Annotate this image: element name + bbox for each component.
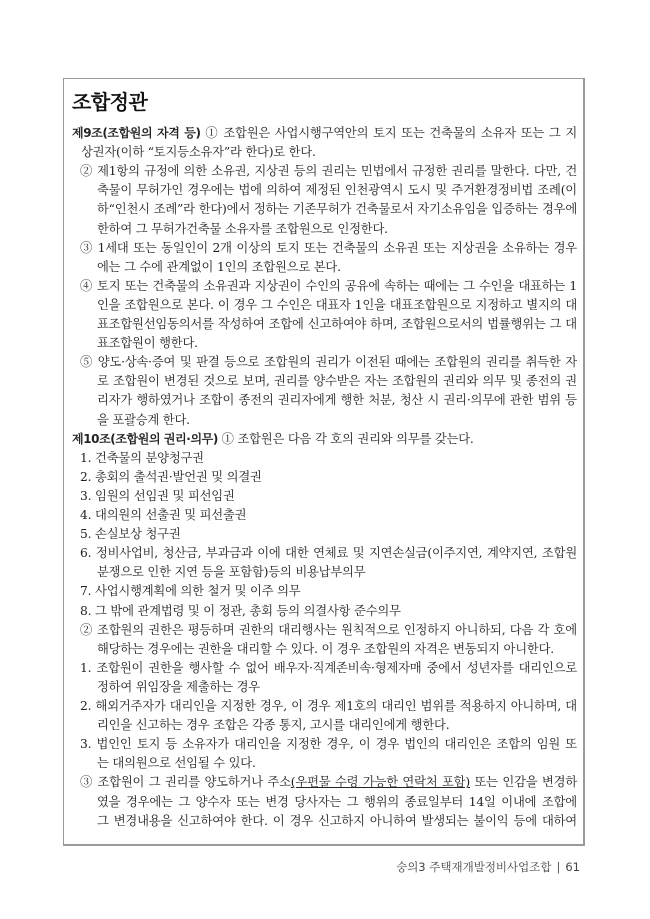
text-line bbox=[97, 563, 365, 582]
text-line bbox=[97, 812, 577, 831]
text-line bbox=[80, 277, 577, 296]
text-line bbox=[97, 315, 577, 334]
line-text: 에는 그 수에 관계없이 1인의 조합원으로 본다. bbox=[97, 259, 341, 274]
text-line bbox=[97, 372, 577, 391]
line-text: 한하여 그 무허가건축물 소유자를 조합원으로 인정한다. bbox=[97, 221, 388, 236]
text-line bbox=[80, 162, 577, 181]
text-line bbox=[97, 220, 388, 239]
article-heading: 제10조(조합원의 권리·의무) bbox=[72, 431, 218, 446]
text-line bbox=[97, 200, 577, 219]
line-text: 표조합원선임동의서를 작성하여 조합에 신고하여야 하며, 조합원으로서의 법률행위는 그 대 bbox=[97, 317, 577, 331]
line-text: ② 조합원의 권한은 평등하며 권한의 대리행사는 원칙적으로 인정하지 아니하되, 다음 각 호에 bbox=[80, 622, 577, 637]
line-text: 상권자(이하 “토지등소유자”라 한다)로 한다. bbox=[81, 145, 316, 160]
article-heading: 제9조(조합원의 자격 등) bbox=[72, 126, 201, 140]
underlined-text: (우편물 수령 가능한 연락처 포함) bbox=[290, 775, 470, 790]
text-line bbox=[80, 773, 577, 792]
line-text: 3. 임원의 선임권 및 피선임권 bbox=[80, 488, 235, 503]
line-text: 7. 사업시행계획에 의한 철거 및 이주 의무 bbox=[80, 584, 301, 599]
line-text: 정하여 위임장을 제출하는 경우 bbox=[97, 679, 260, 694]
text-line bbox=[97, 754, 256, 773]
text-line bbox=[80, 525, 181, 544]
text-line bbox=[80, 697, 577, 716]
text-line bbox=[97, 716, 449, 735]
text-line bbox=[80, 239, 577, 258]
line-text: ① 조합원은 사업시행구역안의 토지 또는 건축물의 소유자 또는 그 지 bbox=[200, 126, 578, 140]
line-text: 2. 총회의 출석권·발언권 및 의결권 bbox=[80, 469, 262, 484]
line-text: 표조합원이 행한다. bbox=[97, 336, 198, 351]
line-text: 을 포괄승계 한다. bbox=[97, 412, 190, 427]
line-text: 1. 조합원이 권한을 행사할 수 없어 배우자·직계존비속·형제자매 중에서 성년자를 대리인으로 bbox=[80, 660, 577, 675]
text-line bbox=[80, 621, 577, 640]
page-footer bbox=[0, 859, 580, 875]
footer-org: 숭의3 주택재개발정비사업조합 bbox=[396, 860, 552, 874]
line-text: ① 조합원은 다음 각 호의 권리와 의무를 갖는다. bbox=[217, 431, 474, 446]
line-text: 2. 해외거주자가 대리인을 지정한 경우, 이 경우 제1호의 대리인 범위를 적용하지 아니하며, 대 bbox=[80, 699, 577, 713]
text-line bbox=[97, 411, 190, 430]
line-text: 또는 인감을 변경하 bbox=[469, 775, 578, 790]
text-line bbox=[80, 602, 401, 621]
line-text: 였을 경우에는 그 양수자 또는 변경 당사자는 그 행위의 종료일부터 14일 이내에 조합에 bbox=[97, 794, 577, 809]
line-text: 5. 손실보상 청구권 bbox=[80, 527, 181, 542]
line-text: ② 제1항의 규정에 의한 소유권, 지상권 등의 권리는 민법에서 규정한 권리를 말한다. 다만, 건 bbox=[80, 164, 577, 179]
text-line bbox=[97, 181, 577, 200]
text-line bbox=[97, 793, 577, 812]
text-line bbox=[97, 258, 341, 277]
line-text: 리인을 신고하는 경우 조합은 각종 통지, 고시를 대리인에게 행한다. bbox=[97, 718, 450, 733]
text-line bbox=[81, 143, 316, 162]
line-text: ⑤ 양도·상속·증여 및 판결 등으로 조합원의 권리가 이전된 때에는 조합원의 권리를 취득한 자 bbox=[80, 355, 577, 370]
text-line bbox=[80, 468, 262, 487]
line-text: 는 대의원으로 선임될 수 있다. bbox=[97, 756, 256, 771]
page-number: 61 bbox=[565, 860, 580, 874]
page-title: 조합정관 bbox=[72, 90, 148, 114]
line-text: 하“인천시 조례”라 한다)에서 정하는 기존무허가 건축물로서 자기소유임을 입증하는 경우에 bbox=[97, 202, 577, 217]
text-line bbox=[80, 449, 204, 468]
line-text: 6. 정비사업비, 청산금, 부과금과 이에 대한 연체료 및 지연손실금(이주지연, 계약지연, 조합원 bbox=[80, 546, 577, 561]
text-line bbox=[97, 334, 198, 353]
line-text: 인을 조합원으로 본다. 이 경우 그 수인은 대표자 1인을 대표조합원으로 지정하고 별지의 대 bbox=[97, 297, 577, 312]
text-line bbox=[80, 544, 577, 563]
footer-separator: | bbox=[556, 860, 561, 874]
text-line bbox=[97, 296, 577, 315]
text-line bbox=[80, 487, 235, 506]
text-line bbox=[97, 391, 577, 410]
line-text: 축물이 무허가인 경우에는 법에 의하여 제정된 인천광역시 도시 및 주거환경정비법 조례(이 bbox=[97, 183, 577, 198]
line-text: 분쟁으로 인한 지연 등을 포함함)등의 비용납부의무 bbox=[97, 565, 366, 580]
line-text: 로 조합원이 변경된 것으로 보며, 권리를 양수받은 자는 조합원의 권리와 의무 및 종전의 권 bbox=[97, 374, 577, 389]
text-line bbox=[80, 659, 577, 678]
text-line bbox=[97, 640, 554, 659]
text-line bbox=[72, 430, 474, 449]
line-text: ③ 1세대 또는 동일인이 2개 이상의 토지 또는 건축물의 소유권 또는 지상권을 소유하는 경우 bbox=[80, 240, 577, 255]
text-line bbox=[80, 735, 577, 754]
text-line bbox=[72, 124, 577, 143]
line-text: ③ 조합원이 그 권리를 양도하거나 주소 bbox=[80, 775, 291, 790]
line-text: ④ 토지 또는 건축물의 소유권과 지상권이 수인의 공유에 속하는 때에는 그 수인을 대표하는 1 bbox=[80, 278, 577, 293]
line-text: 해당하는 경우에는 권한을 대리할 수 있다. 이 경우 조합원의 자격은 변동되지 아니한다. bbox=[97, 641, 554, 656]
line-text: 리자가 행하였거나 조합이 종전의 권리자에게 행한 처분, 청산 시 권리·의무에 관한 범위 등 bbox=[97, 393, 577, 408]
text-line bbox=[80, 582, 300, 601]
text-line bbox=[80, 506, 246, 525]
text-line bbox=[80, 353, 577, 372]
line-text: 그 변경내용을 신고하여야 한다. 이 경우 신고하지 아니하여 발생되는 불이익 등에 대하여 bbox=[97, 813, 577, 828]
line-text: 3. 법인인 토지 등 소유자가 대리인을 지정한 경우, 이 경우 법인의 대리인은 조합의 임원 또 bbox=[80, 737, 577, 752]
line-text: 1. 건축물의 분양청구권 bbox=[80, 450, 204, 465]
text-line bbox=[97, 678, 260, 697]
line-text: 4. 대의원의 선출권 및 피선출권 bbox=[80, 508, 247, 522]
line-text: 8. 그 밖에 관계법령 및 이 정관, 총회 등의 의결사항 준수의무 bbox=[80, 603, 401, 618]
